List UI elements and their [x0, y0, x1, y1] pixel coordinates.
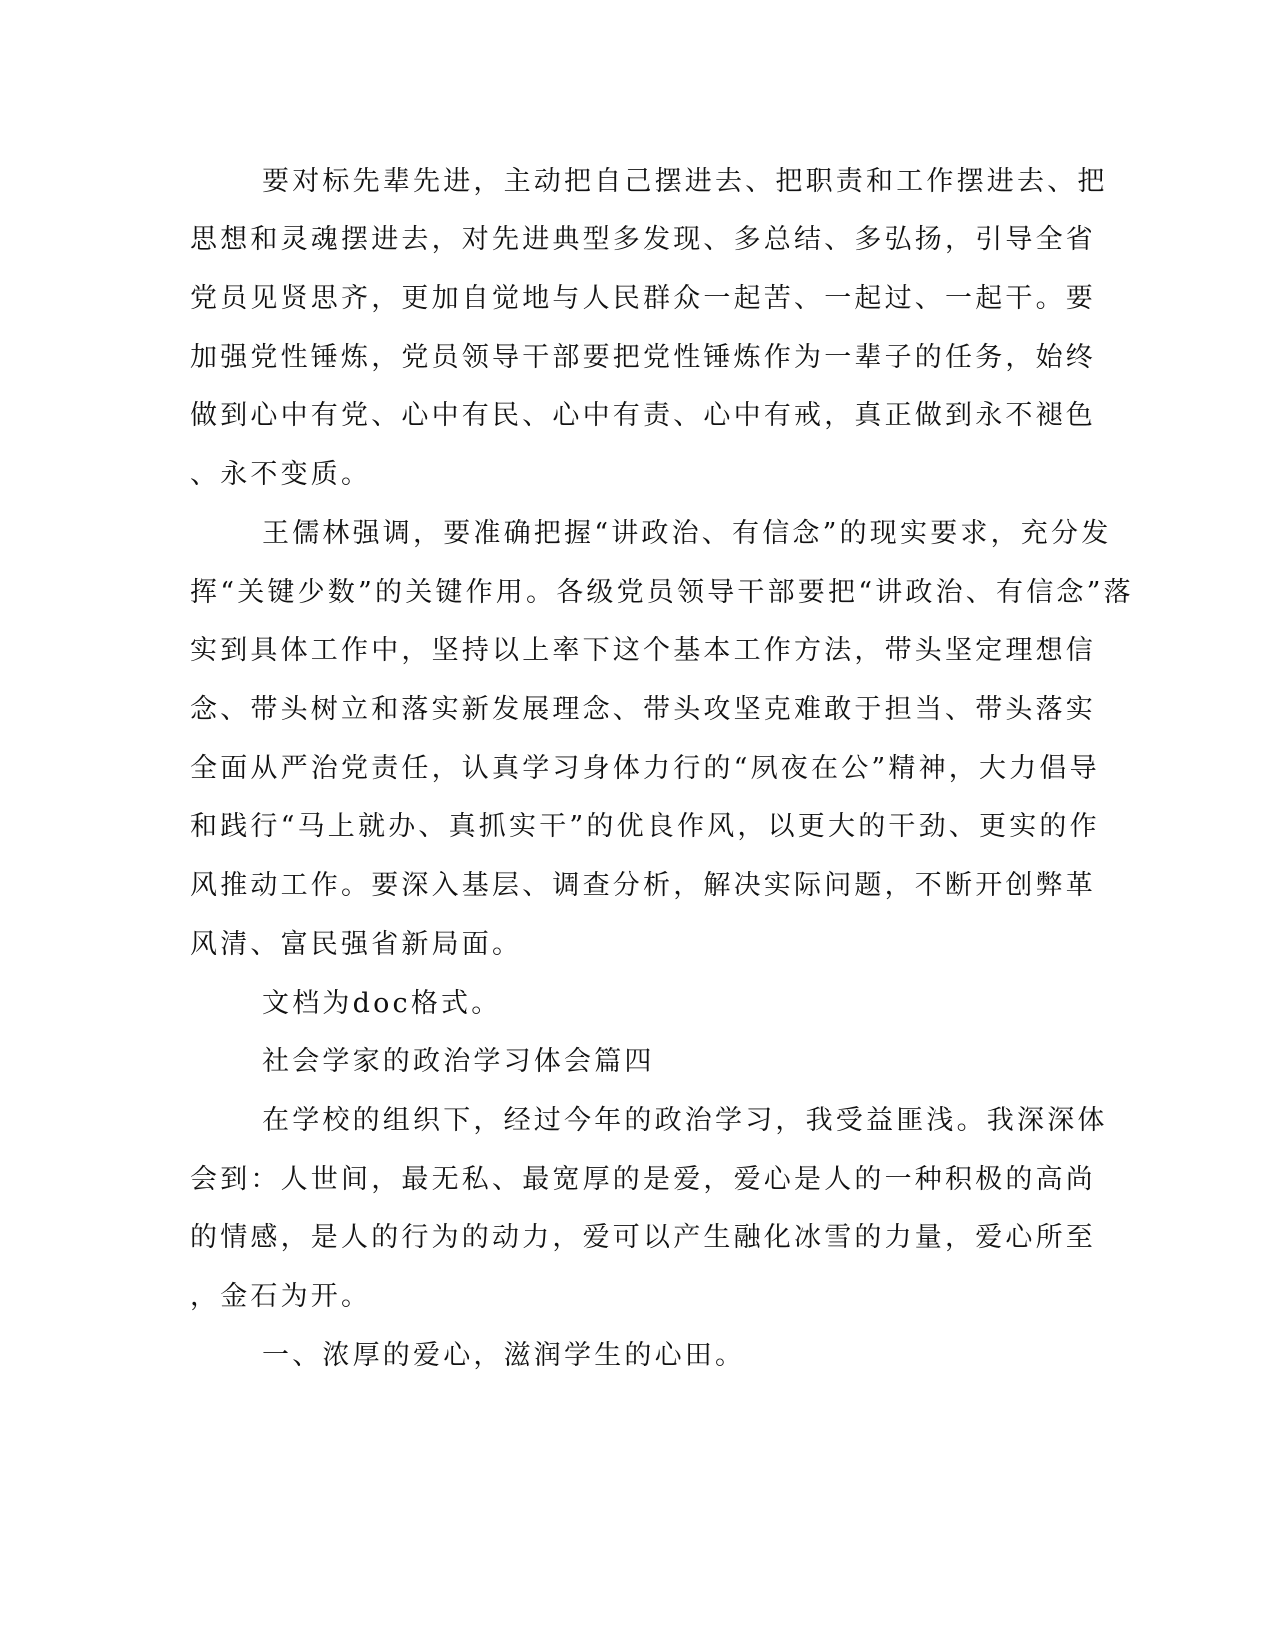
text-line: 思想和灵魂摆进去，对先进典型多发现、多总结、多弘扬，引导全省	[190, 224, 1096, 255]
text-line: 党员见贤思齐，更加自觉地与人民群众一起苦、一起过、一起干。要	[190, 283, 1096, 314]
text-line: 要对标先辈先进，主动把自己摆进去、把职责和工作摆进去、把	[262, 166, 1108, 197]
text-line: 一、浓厚的爱心，滋润学生的心田。	[262, 1340, 746, 1371]
text-line: 实到具体工作中，坚持以上率下这个基本工作方法，带头坚定理想信	[190, 635, 1096, 666]
text-line: 挥“关键少数”的关键作用。各级党员领导干部要把“讲政治、有信念”落	[190, 577, 1134, 608]
text-line: 王儒林强调，要准确把握“讲政治、有信念”的现实要求，充分发	[262, 518, 1112, 549]
text-line: 做到心中有党、心中有民、心中有责、心中有戒，真正做到永不褪色	[190, 400, 1096, 431]
text-line: 和践行“马上就办、真抓实干”的优良作风，以更大的干劲、更实的作	[190, 811, 1100, 842]
text-line: ，金石为开。	[190, 1281, 372, 1312]
text-line: 、永不变质。	[190, 459, 372, 490]
text-line: 的情感，是人的行为的动力，爱可以产生融化冰雪的力量，爱心所至	[190, 1222, 1096, 1253]
text-line: 在学校的组织下，经过今年的政治学习，我受益匪浅。我深深体	[262, 1105, 1108, 1136]
text-line: 风清、富民强省新局面。	[190, 929, 523, 960]
text-line: 社会学家的政治学习体会篇四	[262, 1046, 655, 1077]
text-line: 加强党性锤炼，党员领导干部要把党性锤炼作为一辈子的任务，始终	[190, 342, 1096, 373]
text-line: 会到：人世间，最无私、最宽厚的是爱，爱心是人的一种积极的高尚	[190, 1164, 1096, 1195]
text-line: 念、带头树立和落实新发展理念、带头攻坚克难敢于担当、带头落实	[190, 694, 1096, 725]
text-line: 风推动工作。要深入基层、调查分析，解决实际问题，不断开创弊革	[190, 870, 1096, 901]
text-line: 全面从严治党责任，认真学习身体力行的“夙夜在公”精神，大力倡导	[190, 753, 1100, 784]
text-line: 文档为doc格式。	[262, 988, 502, 1019]
